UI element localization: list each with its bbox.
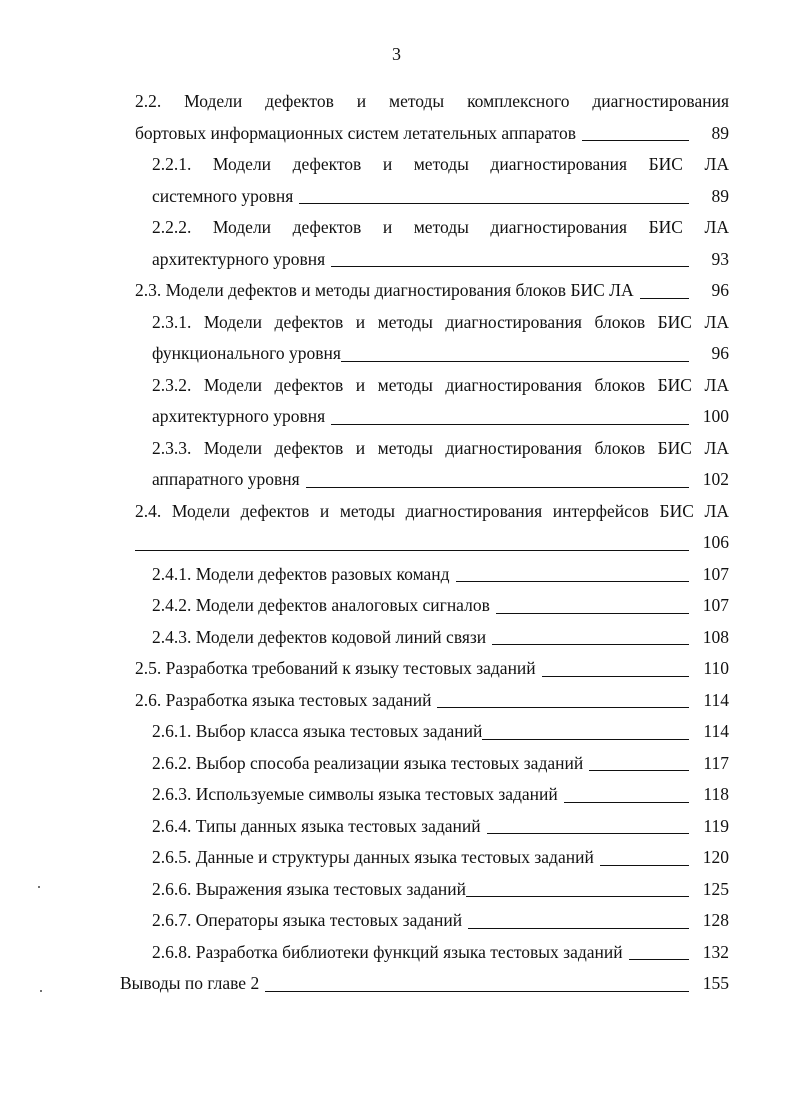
toc-entry-text: 2.6.5. Данные и структуры данных языка тестовых заданий <box>152 847 594 867</box>
toc-page-number: 132 <box>702 941 729 962</box>
toc-page-number: 110 <box>703 658 729 678</box>
toc-entry-text: системного уровня <box>152 185 294 206</box>
toc-page-number: 102 <box>702 469 729 489</box>
toc-entry-2-6-1[interactable] <box>0 716 793 748</box>
toc-entry-2-6-5[interactable] <box>0 842 793 874</box>
toc-entry-2-2-1[interactable] <box>0 149 793 212</box>
toc-entry-2-5[interactable] <box>0 653 793 685</box>
toc-page-number: 125 <box>702 878 729 899</box>
leader-line <box>496 612 689 614</box>
leader-line <box>492 643 689 645</box>
leader-line <box>341 360 689 362</box>
toc-entry-text: 2.6.7. Операторы языка тестовых заданий <box>152 910 463 930</box>
toc-entry-text: 2.4.1. Модели дефектов разовых команд <box>152 563 450 584</box>
toc-entry-2-6-2[interactable] <box>0 748 793 780</box>
leader-line <box>600 864 689 866</box>
toc-page-number: 107 <box>702 563 729 584</box>
toc-page-number: 117 <box>703 752 729 773</box>
toc-entry-text: 2.5. Разработка требований к языку тестовых заданий <box>135 658 536 678</box>
toc-entry-2-6-4[interactable] <box>0 811 793 843</box>
leader-line <box>331 265 689 267</box>
toc-entry-2-6-8[interactable] <box>0 937 793 969</box>
toc-page-number: 108 <box>702 626 729 647</box>
leader-line <box>564 801 689 803</box>
toc-entry-text: 2.6.1. Выбор класса языка тестовых заданий <box>152 721 483 741</box>
toc-page-number: 107 <box>702 595 729 615</box>
page-number: 3 <box>392 44 401 64</box>
leader-line <box>331 423 689 425</box>
toc-page-number: 114 <box>703 689 729 710</box>
toc-page-number: 89 <box>711 122 729 143</box>
toc-page-number: 120 <box>702 847 729 867</box>
toc-entry-2-3-2[interactable] <box>0 370 793 433</box>
toc-entry-text: 2.6.2. Выбор способа реализации языка тестовых заданий <box>152 752 584 773</box>
toc-page-number: 96 <box>711 280 729 300</box>
leader-line <box>589 769 689 771</box>
toc-entry-text: 2.3.2. Модели дефектов и методы диагностирования блоков БИС ЛА <box>152 374 729 395</box>
toc-entry-2-6-7[interactable] <box>0 905 793 937</box>
leader-line <box>466 895 689 897</box>
leader-line <box>437 706 689 708</box>
toc-entry-text: 2.3. Модели дефектов и методы диагностирования блоков БИС ЛА <box>135 280 634 300</box>
toc-page-number: 93 <box>711 248 729 269</box>
toc-entry-text: архитектурного уровня <box>152 248 326 269</box>
toc-page-number: 96 <box>711 343 729 363</box>
toc-page-number: 155 <box>702 973 729 993</box>
toc-entry-text: Выводы по главе 2 <box>120 973 260 993</box>
leader-line <box>135 549 689 551</box>
leader-line <box>468 927 689 929</box>
toc-entry-2-3-3[interactable] <box>0 433 793 496</box>
leader-line <box>629 958 689 960</box>
leader-line <box>265 990 689 992</box>
toc-entry-2-4[interactable] <box>0 496 793 559</box>
toc-page-number: 106 <box>702 532 729 552</box>
toc-entry-2-3-1[interactable] <box>0 307 793 370</box>
toc-entry-2-6-6[interactable] <box>0 874 793 906</box>
toc-entry-text: функционального уровня <box>152 343 341 363</box>
toc-entry-2-6-3[interactable] <box>0 779 793 811</box>
toc-entry-2-4-2[interactable] <box>0 590 793 622</box>
toc-entry-text: 2.4. Модели дефектов и методы диагностирования интерфейсов БИС ЛА <box>135 500 729 521</box>
table-of-contents <box>0 86 793 1000</box>
toc-entry-text: 2.4.2. Модели дефектов аналоговых сигналов <box>152 595 490 615</box>
scan-speck <box>40 990 42 992</box>
leader-line <box>482 738 689 740</box>
toc-page-number: 100 <box>702 406 729 426</box>
toc-entry-text: 2.2.2. Модели дефектов и методы диагностирования БИС ЛА <box>152 217 729 237</box>
toc-entry-text: 2.2. Модели дефектов и методы комплексного диагностирования <box>135 91 729 111</box>
toc-entry-text: 2.3.1. Модели дефектов и методы диагностирования блоков БИС ЛА <box>152 311 729 332</box>
leader-line <box>299 202 689 204</box>
toc-entry-2-4-3[interactable] <box>0 622 793 654</box>
scan-speck <box>38 886 40 888</box>
toc-entry-text: 2.6.4. Типы данных языка тестовых заданий <box>152 815 481 836</box>
leader-line <box>456 580 689 582</box>
leader-line <box>640 297 689 299</box>
toc-entry-2-2-2[interactable] <box>0 212 793 275</box>
toc-entry-text: 2.2.1. Модели дефектов и методы диагностирования БИС ЛА <box>152 154 729 174</box>
toc-page-number: 114 <box>703 721 729 741</box>
toc-entry-text: 2.6.8. Разработка библиотеки функций языка тестовых заданий <box>152 941 623 962</box>
toc-entry-text: архитектурного уровня <box>152 406 326 426</box>
toc-page-number: 119 <box>703 815 729 836</box>
leader-line <box>542 675 689 677</box>
toc-entry-text: бортовых информационных систем летательных аппаратов <box>135 122 576 143</box>
toc-page-number: 89 <box>711 185 729 206</box>
leader-line <box>582 139 689 141</box>
toc-entry-conclusions[interactable] <box>0 968 793 1000</box>
toc-entry-2-2[interactable] <box>0 86 793 149</box>
leader-line <box>306 486 689 488</box>
toc-entry-2-3[interactable] <box>0 275 793 307</box>
toc-entry-2-4-1[interactable] <box>0 559 793 591</box>
leader-line <box>487 832 689 834</box>
toc-entry-text: 2.3.3. Модели дефектов и методы диагностирования блоков БИС ЛА <box>152 437 729 458</box>
toc-entry-2-6[interactable] <box>0 685 793 717</box>
toc-entry-text: 2.6.6. Выражения языка тестовых заданий <box>152 878 466 899</box>
toc-entry-text: 2.4.3. Модели дефектов кодовой линий связи <box>152 626 487 647</box>
toc-entry-text: аппаратного уровня <box>152 469 300 489</box>
toc-page-number: 118 <box>703 784 729 804</box>
toc-entry-text: 2.6. Разработка языка тестовых заданий <box>135 689 432 710</box>
toc-entry-text: 2.6.3. Используемые символы языка тестовых заданий <box>152 784 558 804</box>
toc-page-number: 128 <box>702 910 729 930</box>
